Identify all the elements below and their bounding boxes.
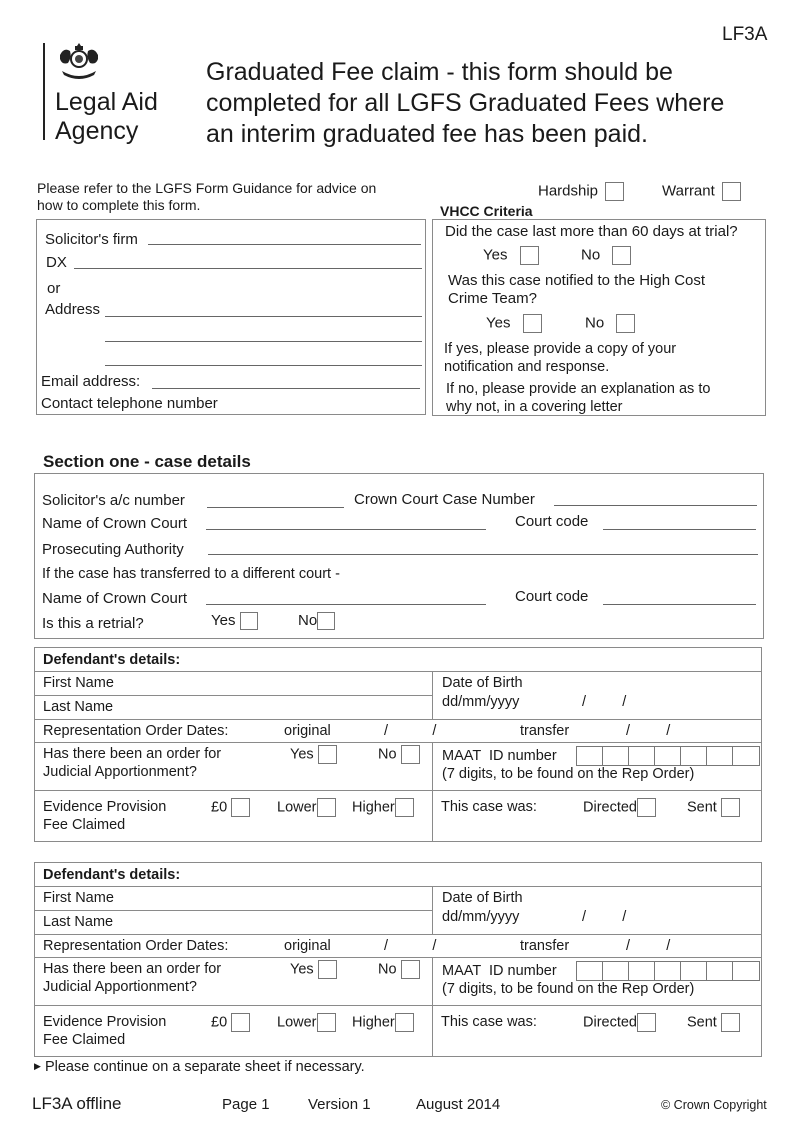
rep-order-label: Representation Order Dates: (43, 938, 229, 954)
case-number-label: Crown Court Case Number (354, 491, 535, 508)
maat-label: MAAT ID number (442, 748, 557, 764)
maat-digit[interactable] (577, 962, 603, 980)
vhcc-note-no (446, 380, 710, 416)
maat-digit[interactable] (629, 747, 655, 765)
royal-crest-icon (54, 41, 104, 83)
no-label: No (585, 314, 605, 332)
dx-label: DX (46, 254, 67, 271)
judicial-yes (290, 960, 337, 979)
maat-digit[interactable] (603, 747, 629, 765)
divider (34, 790, 762, 791)
defendant-details-block-2 (34, 862, 762, 1057)
evidence-higher (352, 1013, 414, 1032)
evidence-label (43, 798, 166, 834)
evidence-higher-checkbox[interactable] (395, 798, 414, 817)
judicial-line-1: Has there been an order for (43, 961, 222, 977)
judicial-question (43, 960, 221, 996)
warrant-field (662, 182, 741, 201)
divider (432, 886, 433, 934)
crown-court-input[interactable] (206, 529, 486, 530)
original-date-input[interactable]: / / (384, 723, 437, 739)
last-name-label: Last Name (43, 914, 114, 930)
retrial-yes-checkbox[interactable] (240, 612, 258, 630)
address-input-3[interactable] (105, 365, 422, 366)
last-name-label: Last Name (43, 699, 114, 715)
divider (34, 719, 762, 720)
court-code-label: Court code (515, 513, 589, 530)
guidance-text (37, 180, 376, 214)
last-name-input[interactable] (144, 696, 432, 717)
evidence-line-2: Fee Claimed (43, 1032, 126, 1048)
transfer-date-input[interactable]: / / (626, 938, 671, 954)
retrial-yes (211, 612, 258, 630)
evidence-zero-checkbox[interactable] (231, 1013, 250, 1032)
lower-label: Lower (277, 1014, 317, 1031)
title-line-1: Graduated Fee claim - this form should be (206, 58, 673, 86)
case-was-label: This case was: (441, 799, 537, 815)
vhcc-q2-line-1: Was this case notified to the High Cost (448, 272, 706, 289)
sent-label: Sent (687, 799, 717, 816)
evidence-higher-checkbox[interactable] (395, 1013, 414, 1032)
no-label: No (298, 612, 318, 629)
vhcc-q1: Did the case last more than 60 days at trial? (445, 223, 738, 240)
divider (432, 671, 433, 719)
vhcc-q2-yes (486, 314, 542, 333)
court-code-input[interactable] (603, 529, 756, 530)
agency-line-2: Agency (55, 117, 139, 145)
yes-label: Yes (211, 612, 236, 629)
maat-id-input[interactable] (576, 746, 760, 766)
address-label: Address (45, 301, 101, 318)
maat-digit[interactable] (577, 747, 603, 765)
vhcc-q1-yes-checkbox[interactable] (520, 246, 539, 265)
footer-copyright: © Crown Copyright (661, 1098, 767, 1112)
logo-divider (43, 43, 45, 140)
dob-format: dd/mm/yyyy (442, 909, 520, 925)
defendant-heading: Defendant's details: (43, 867, 181, 883)
vhcc-note-no-line-1: If no, please provide an explanation as to (446, 381, 711, 397)
transfer-label: If the case has transferred to a different court - (42, 566, 340, 582)
divider (34, 957, 762, 958)
maat-note: (7 digits, to be found on the Rep Order) (442, 766, 695, 782)
directed-checkbox[interactable] (637, 1013, 656, 1032)
first-name-label: First Name (43, 890, 114, 906)
yes-label: Yes (486, 314, 511, 332)
judicial-yes-checkbox[interactable] (318, 960, 337, 979)
judicial-line-2: Judicial Apportionment? (43, 764, 197, 780)
prosecuting-input[interactable] (208, 554, 758, 555)
dob-input[interactable]: / / (582, 909, 627, 925)
maat-digit[interactable] (707, 747, 733, 765)
maat-label: MAAT ID number (442, 963, 557, 979)
continue-note-text: Please continue on a separate sheet if necessary. (44, 1059, 365, 1075)
firm-label: Solicitor's firm (45, 231, 138, 248)
footer-version: Version 1 (308, 1096, 371, 1113)
form-title (206, 57, 724, 150)
directed-label: Directed (583, 799, 637, 816)
judicial-no-checkbox[interactable] (401, 745, 420, 764)
vhcc-q2-yes-checkbox[interactable] (523, 314, 542, 333)
email-label: Email address: (41, 373, 141, 390)
evidence-zero-checkbox[interactable] (231, 798, 250, 817)
sent-label: Sent (687, 1014, 717, 1031)
evidence-lower (277, 798, 336, 817)
evidence-line-2: Fee Claimed (43, 817, 126, 833)
guidance-line-2: how to complete this form. (37, 197, 201, 213)
prosecuting-label: Prosecuting Authority (42, 541, 184, 558)
judicial-question (43, 745, 221, 781)
no-label: No (378, 746, 397, 763)
defendant-details-block-1 (34, 647, 762, 842)
case-sent (687, 1013, 740, 1032)
case-was-label: This case was: (441, 1014, 537, 1030)
address-input-1[interactable] (105, 316, 422, 317)
triangle-right-icon: ▶ (34, 1061, 41, 1071)
rep-order-label: Representation Order Dates: (43, 723, 229, 739)
directed-label: Directed (583, 1014, 637, 1031)
case-directed (583, 798, 656, 817)
agency-name (55, 88, 158, 146)
first-name-label: First Name (43, 675, 114, 691)
evidence-lower-checkbox[interactable] (317, 798, 336, 817)
vhcc-note-yes-line-2: notification and response. (444, 359, 610, 375)
firm-input[interactable] (148, 244, 421, 245)
maat-digit[interactable] (629, 962, 655, 980)
vhcc-note-yes (444, 340, 676, 376)
vhcc-title: VHCC Criteria (440, 203, 533, 219)
dob-label: Date of Birth (442, 890, 523, 906)
higher-label: Higher (352, 799, 395, 816)
divider (432, 957, 433, 1057)
maat-digit[interactable] (655, 747, 681, 765)
title-line-3: an interim graduated fee has been paid. (206, 120, 648, 148)
dob-format: dd/mm/yyyy (442, 694, 520, 710)
maat-id-input[interactable] (576, 961, 760, 981)
ac-number-label: Solicitor's a/c number (42, 492, 185, 509)
divider (432, 742, 433, 842)
evidence-label (43, 1013, 166, 1049)
original-label: original (284, 723, 331, 739)
divider (34, 742, 762, 743)
crown-court2-label: Name of Crown Court (42, 590, 188, 607)
maat-note: (7 digits, to be found on the Rep Order) (442, 981, 695, 997)
vhcc-q2-no-checkbox[interactable] (616, 314, 635, 333)
last-name-input[interactable] (144, 911, 432, 932)
judicial-no-checkbox[interactable] (401, 960, 420, 979)
evidence-zero (211, 1013, 250, 1032)
hardship-checkbox[interactable] (605, 182, 624, 201)
hardship-label: Hardship (538, 182, 599, 200)
or-label: or (47, 280, 61, 297)
evidence-line-1: Evidence Provision (43, 1014, 167, 1030)
retrial-no (298, 612, 335, 630)
judicial-yes (290, 745, 337, 764)
vhcc-q1-yes (483, 246, 539, 265)
section-one-title: Section one - case details (43, 452, 251, 471)
judicial-line-2: Judicial Apportionment? (43, 979, 197, 995)
sent-checkbox[interactable] (721, 1013, 740, 1032)
judicial-no (378, 960, 420, 979)
ac-number-input[interactable] (207, 507, 344, 508)
no-label: No (581, 246, 601, 264)
maat-digit[interactable] (733, 747, 759, 765)
retrial-no-checkbox[interactable] (317, 612, 335, 630)
maat-digit[interactable] (707, 962, 733, 980)
divider (34, 934, 762, 935)
evidence-higher (352, 798, 414, 817)
zero-label: £0 (211, 799, 228, 816)
sent-checkbox[interactable] (721, 798, 740, 817)
footer-form-name: LF3A offline (32, 1094, 122, 1113)
agency-line-1: Legal Aid (55, 88, 158, 116)
court-code2-label: Court code (515, 588, 589, 605)
first-name-input[interactable] (144, 887, 432, 909)
judicial-line-1: Has there been an order for (43, 746, 222, 762)
case-number-input[interactable] (554, 505, 757, 506)
dob-label: Date of Birth (442, 675, 523, 691)
zero-label: £0 (211, 1014, 228, 1031)
retrial-label: Is this a retrial? (42, 615, 144, 632)
transfer-label: transfer (520, 938, 570, 954)
address-input-2[interactable] (105, 341, 422, 342)
continue-note (34, 1059, 365, 1075)
transfer-label: transfer (520, 723, 570, 739)
court-code2-input[interactable] (603, 604, 756, 605)
case-directed (583, 1013, 656, 1032)
maat-digit[interactable] (733, 962, 759, 980)
warrant-label: Warrant (662, 182, 715, 200)
maat-digit[interactable] (681, 747, 707, 765)
first-name-input[interactable] (144, 672, 432, 694)
maat-digit[interactable] (655, 962, 681, 980)
vhcc-q2 (448, 272, 705, 308)
crown-court2-input[interactable] (206, 604, 486, 605)
email-input[interactable] (152, 388, 420, 389)
title-line-2: completed for all LGFS Graduated Fees where (206, 89, 725, 117)
higher-label: Higher (352, 1014, 395, 1031)
vhcc-q2-no (585, 314, 635, 333)
lower-label: Lower (277, 799, 317, 816)
yes-label: Yes (483, 246, 508, 264)
phone-label: Contact telephone number (41, 395, 218, 412)
vhcc-q1-no (581, 246, 631, 265)
guidance-line-1: Please refer to the LGFS Form Guidance for advice on (37, 180, 377, 196)
dob-input[interactable]: / / (582, 694, 627, 710)
vhcc-q2-line-2: Crime Team? (448, 290, 537, 307)
evidence-lower-checkbox[interactable] (317, 1013, 336, 1032)
hardship-field (538, 182, 624, 201)
divider (34, 1005, 762, 1006)
defendant-heading: Defendant's details: (43, 652, 181, 668)
vhcc-note-yes-line-1: If yes, please provide a copy of your (444, 341, 677, 357)
case-sent (687, 798, 740, 817)
no-label: No (378, 961, 397, 978)
form-code: LF3A (722, 24, 768, 45)
footer-page: Page 1 (222, 1096, 270, 1113)
yes-label: Yes (290, 746, 314, 763)
yes-label: Yes (290, 961, 314, 978)
judicial-no (378, 745, 420, 764)
original-label: original (284, 938, 331, 954)
evidence-zero (211, 798, 250, 817)
vhcc-q1-no-checkbox[interactable] (612, 246, 631, 265)
crown-court-label: Name of Crown Court (42, 515, 188, 532)
original-date-input[interactable]: / / (384, 938, 437, 954)
footer-date: August 2014 (416, 1096, 501, 1113)
maat-digit[interactable] (681, 962, 707, 980)
dx-input[interactable] (74, 268, 422, 269)
judicial-yes-checkbox[interactable] (318, 745, 337, 764)
maat-digit[interactable] (603, 962, 629, 980)
vhcc-note-no-line-2: why not, in a covering letter (446, 399, 623, 415)
warrant-checkbox[interactable] (722, 182, 741, 201)
evidence-line-1: Evidence Provision (43, 799, 167, 815)
directed-checkbox[interactable] (637, 798, 656, 817)
evidence-lower (277, 1013, 336, 1032)
transfer-date-input[interactable]: / / (626, 723, 671, 739)
